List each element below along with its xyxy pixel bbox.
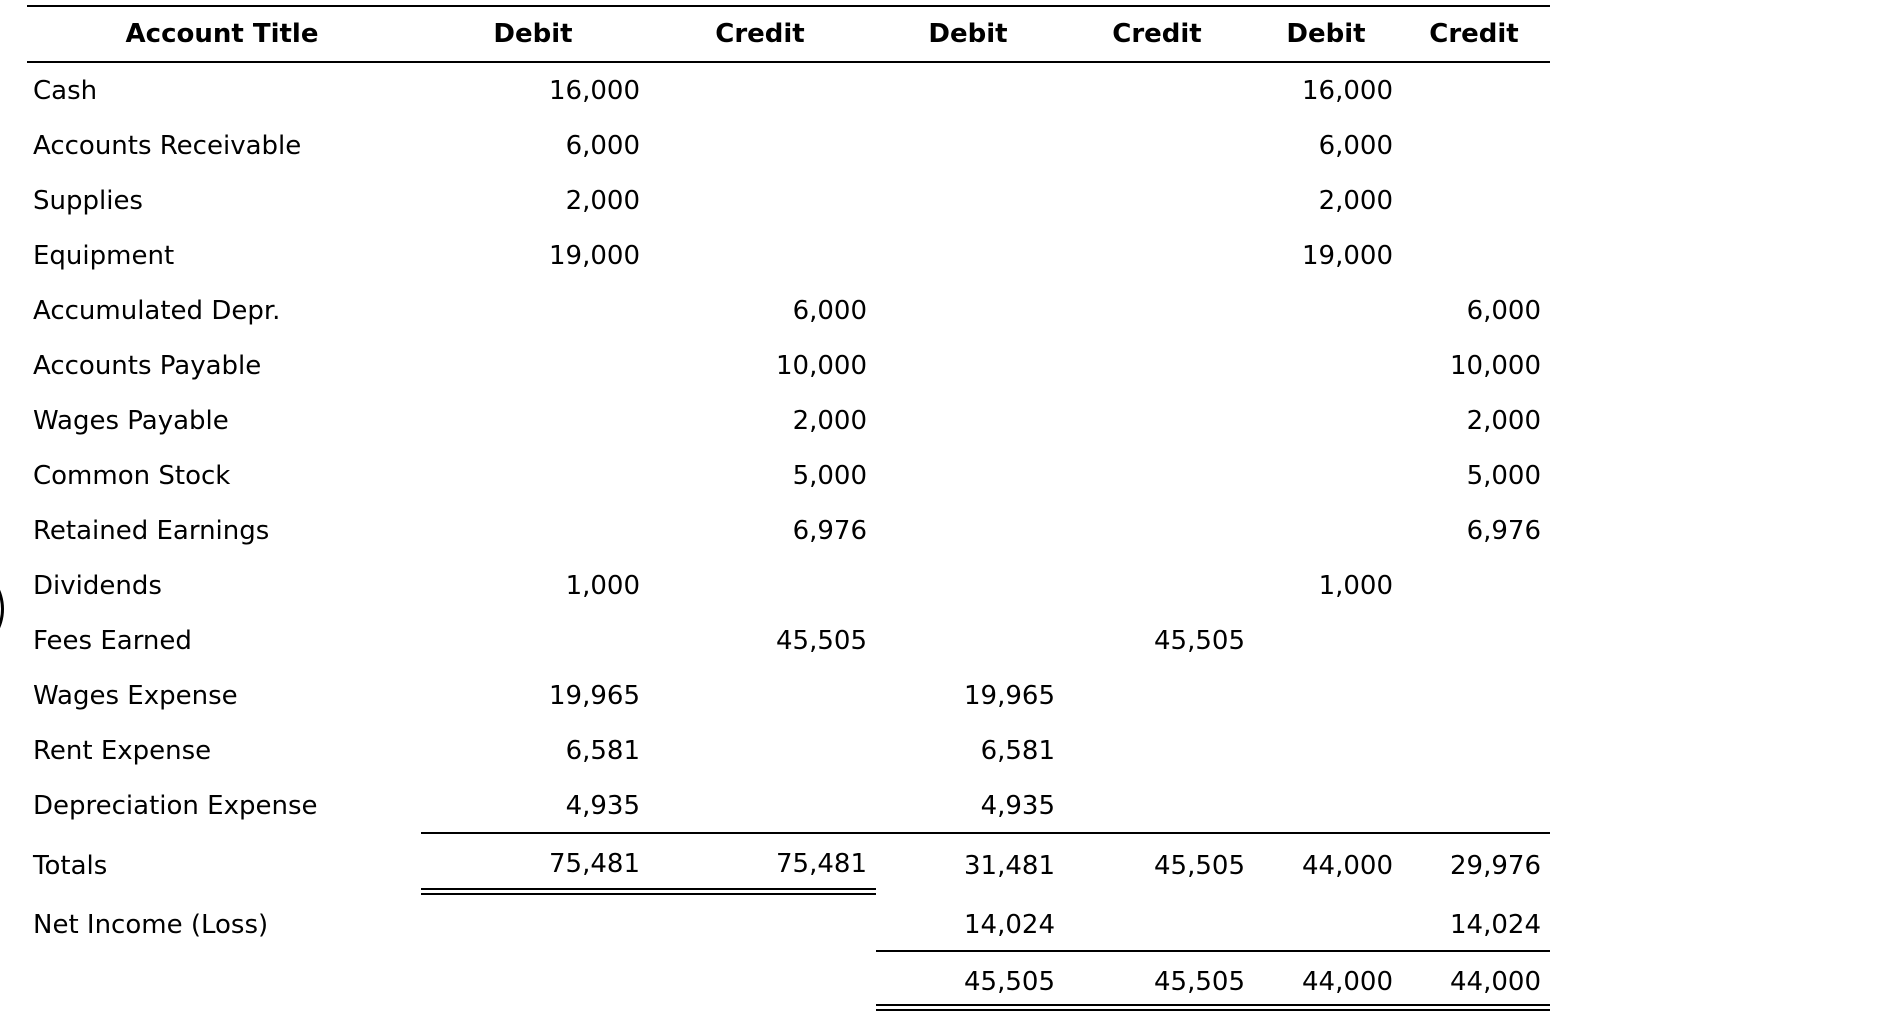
account-title: Retained Earnings	[33, 516, 270, 546]
amount-cell: 4,935	[980, 791, 1055, 821]
amount-cell: 6,000	[565, 131, 640, 161]
account-title: Accounts Payable	[33, 351, 262, 381]
header-account-title: Account Title	[125, 19, 319, 49]
amount-cell: 45,505	[1154, 626, 1245, 656]
amount-cell: 6,000	[1318, 131, 1393, 161]
header-credit: Credit	[1112, 19, 1202, 49]
net-income-label: Net Income (Loss)	[33, 910, 269, 940]
account-title: Accounts Receivable	[33, 131, 302, 161]
final-total-amount: 45,505	[1154, 967, 1245, 997]
final-total-amount: 44,000	[1450, 967, 1541, 997]
total-amount: 44,000	[1302, 851, 1393, 881]
header-credit: Credit	[1429, 19, 1519, 49]
header-debit: Debit	[928, 19, 1008, 49]
total-amount: 31,481	[964, 851, 1055, 881]
amount-cell: 6,976	[792, 516, 867, 546]
totals-label: Totals	[33, 851, 108, 881]
account-title: Dividends	[33, 571, 162, 601]
amount-cell: 2,000	[792, 406, 867, 436]
amount-cell: 5,000	[792, 461, 867, 491]
header-bottom-rule	[27, 61, 1550, 63]
amount-cell: 2,000	[1318, 186, 1393, 216]
account-title: Depreciation Expense	[33, 791, 318, 821]
account-title: Rent Expense	[33, 736, 212, 766]
trial-balance-double-rule	[421, 888, 876, 895]
account-title: Accumulated Depr.	[33, 296, 281, 326]
account-title: Fees Earned	[33, 626, 192, 656]
amount-cell: 6,000	[1466, 296, 1541, 326]
amount-cell: 2,000	[565, 186, 640, 216]
amount-cell: 1,000	[1318, 571, 1393, 601]
account-title: Supplies	[33, 186, 143, 216]
account-title: Common Stock	[33, 461, 231, 491]
amount-cell: 2,000	[1466, 406, 1541, 436]
amount-cell: 19,000	[549, 241, 640, 271]
header-debit: Debit	[493, 19, 573, 49]
header-credit: Credit	[715, 19, 805, 49]
amount-cell: 6,581	[980, 736, 1055, 766]
account-title: Equipment	[33, 241, 175, 271]
total-amount: 75,481	[549, 849, 640, 879]
amount-cell: 19,000	[1302, 241, 1393, 271]
amount-cell: 16,000	[1302, 76, 1393, 106]
header-top-rule	[27, 5, 1550, 7]
net-income-amount: 14,024	[1450, 910, 1541, 940]
amount-cell: 5,000	[1466, 461, 1541, 491]
total-amount: 45,505	[1154, 851, 1245, 881]
amount-cell: 19,965	[964, 681, 1055, 711]
header-debit: Debit	[1286, 19, 1366, 49]
amount-cell: 19,965	[549, 681, 640, 711]
account-title: Wages Payable	[33, 406, 229, 436]
total-amount: 75,481	[776, 849, 867, 879]
total-amount: 29,976	[1450, 851, 1541, 881]
partial-circle-mark	[0, 573, 4, 645]
amount-cell: 1,000	[565, 571, 640, 601]
account-title: Wages Expense	[33, 681, 238, 711]
amount-cell: 6,000	[792, 296, 867, 326]
account-title: Cash	[33, 76, 98, 106]
amount-cell: 6,976	[1466, 516, 1541, 546]
totals-top-rule	[421, 832, 1550, 834]
final-top-rule	[876, 950, 1550, 952]
amount-cell: 45,505	[776, 626, 867, 656]
net-income-amount: 14,024	[964, 910, 1055, 940]
amount-cell: 4,935	[565, 791, 640, 821]
final-total-amount: 44,000	[1302, 967, 1393, 997]
amount-cell: 10,000	[776, 351, 867, 381]
amount-cell: 6,581	[565, 736, 640, 766]
amount-cell: 16,000	[549, 76, 640, 106]
amount-cell: 10,000	[1450, 351, 1541, 381]
final-total-amount: 45,505	[964, 967, 1055, 997]
